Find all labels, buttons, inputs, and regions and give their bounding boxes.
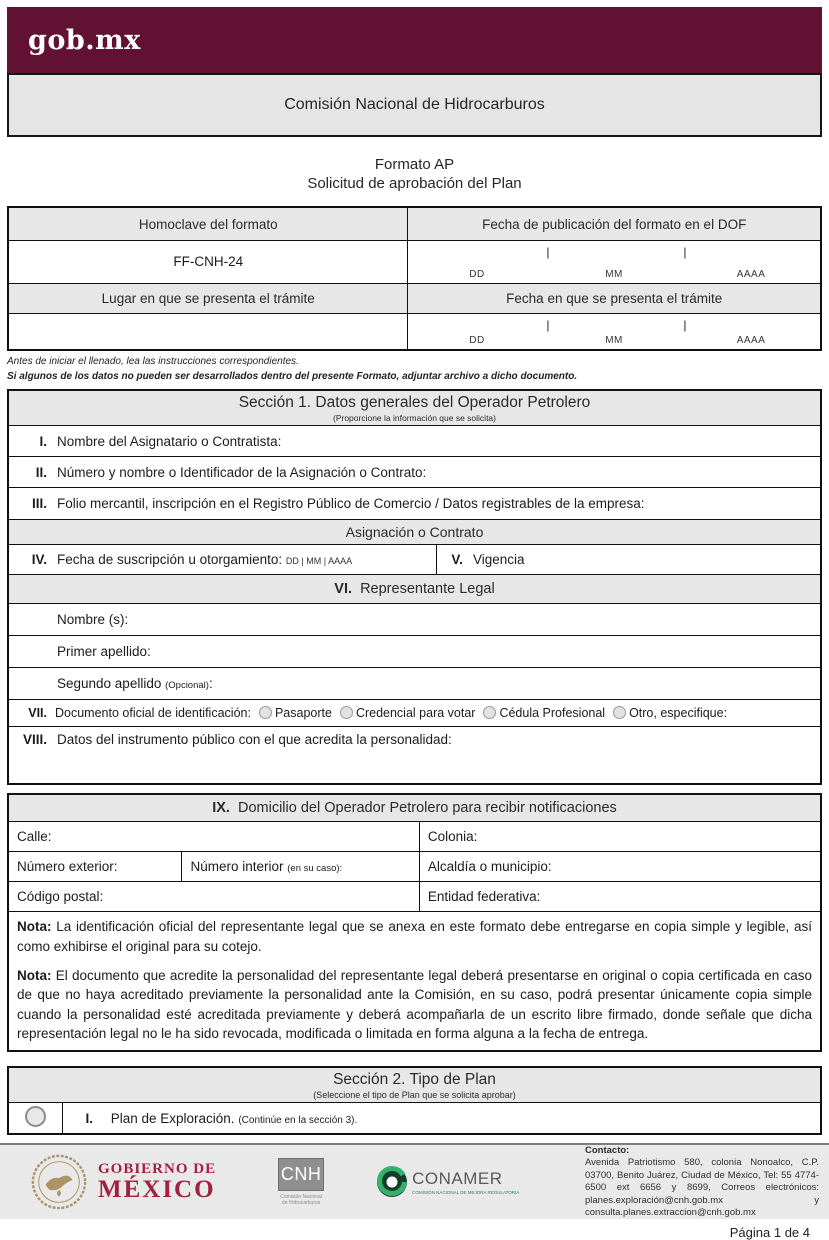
conamer-text <box>412 1169 519 1195</box>
item-number: V. <box>451 552 463 568</box>
field-hint: (en su caso): <box>287 863 343 875</box>
lugar-header: Lugar en que se presenta el trámite <box>8 283 408 313</box>
header-label: Representante Legal <box>360 581 495 598</box>
agency-name: Comisión Nacional de Hidrocarburos <box>284 96 545 113</box>
form-title-line1: Formato AP <box>374 156 455 173</box>
field-label: Primer apellido: <box>57 644 151 660</box>
form-title <box>7 155 822 193</box>
option-label: Plan de Exploración. <box>110 1110 235 1126</box>
representante-legal-header <box>8 575 821 604</box>
item-number: II. <box>35 464 47 480</box>
section1-subtitle: (Proporcione la información que se solicita) <box>333 413 496 424</box>
instruction-line2: Si algunos de los datos no pueden ser desarrollados dentro del presente Formato, adjuntar archivo a dicho documento. <box>7 371 578 383</box>
field-label: Número y nombre o Identificador de la Asignación o Contrato: <box>57 464 427 480</box>
option-plan-exploracion[interactable] <box>62 1102 821 1134</box>
field-label: Entidad federativa: <box>427 889 541 905</box>
instruction-line1: Antes de iniciar el llenado, lea las instrucciones correspondientes. <box>7 356 299 368</box>
conamer-subtitle: COMISIÓN NACIONAL DE MEJORA REGULATORIA <box>412 1190 520 1196</box>
asignacion-contrato-header: Asignación o Contrato <box>8 520 821 545</box>
item-number: I. <box>39 433 47 449</box>
pre-instructions <box>7 354 822 384</box>
homoclave-header: Homoclave del formato <box>8 207 408 240</box>
field-label: Fecha de suscripción u otorgamiento: <box>57 552 283 568</box>
header-label: Domicilio del Operador Petrolero para recibir notificaciones <box>238 800 617 817</box>
field-label: Número exterior: <box>17 859 118 875</box>
date-dd-label: DD <box>469 335 485 347</box>
section2-title: Sección 2. Tipo de Plan <box>333 1070 496 1088</box>
lugar-field[interactable] <box>8 313 408 350</box>
field-folio-mercantil[interactable] <box>8 488 821 520</box>
footer-band <box>0 1143 829 1219</box>
radio-pasaporte[interactable] <box>259 706 272 719</box>
section2-table <box>7 1066 822 1136</box>
contact-label: Contacto: <box>585 1144 630 1156</box>
field-label: Folio mercantil, inscripción en el Registro Público de Comercio / Datos registrables de la empresa: <box>57 496 645 512</box>
date-separator: | <box>546 317 550 332</box>
item-number: VI. <box>334 581 353 598</box>
item-number: I. <box>85 1110 93 1126</box>
date-separator: | <box>546 244 550 259</box>
section1-header <box>8 390 821 426</box>
conamer-name: CONAMER <box>412 1169 503 1189</box>
date-separator: | <box>683 244 687 259</box>
nota-label: Nota: <box>17 967 52 983</box>
nota-1-text: La identificación oficial del representante legal que se anexa en este formato debe entregarse en copia simple y legible, así como exhibirse el original para su cotejo. <box>17 919 812 954</box>
gobmx-logo: gob.mx <box>28 24 141 56</box>
fecha-presenta-header: Fecha en que se presenta el trámite <box>408 283 821 313</box>
field-nombre-asignatario[interactable] <box>8 426 821 457</box>
nota-2-text: El documento que acredite la personalidad del representante legal deberá presentarse en original o copia certificada en caso de que no haya acreditado previamente la personalidad ante la Comisión, en su caso, podrá presentar únicamente copia simple cuando la personalidad esté acreditada previamente y deberá acompañarla de un escrito libre firmado, donde señale que dicha representación legal no le ha sido revocada, modificada o limitada en forma alguna a la fecha de entrega. <box>17 967 812 1042</box>
field-instrumento-publico[interactable] <box>8 727 821 784</box>
colon: : <box>208 676 213 692</box>
item-number: IX. <box>212 800 230 817</box>
dof-date-header: Fecha de publicación del formato en el DOF <box>408 207 821 240</box>
radio-plan-exploracion[interactable] <box>25 1106 46 1127</box>
domicilio-table <box>7 793 822 1052</box>
date-aaaa-label: AAAA <box>736 335 766 347</box>
field-label: Documento oficial de identificación: <box>55 706 251 721</box>
section1-table <box>7 389 822 785</box>
radio-label-otro: Otro, especifique: <box>629 706 728 721</box>
field-numero-exterior[interactable] <box>8 852 182 882</box>
homoclave-value: FF-CNH-24 <box>8 240 408 283</box>
field-documento-identificacion <box>8 700 821 727</box>
fecha-presenta-field[interactable] <box>408 313 821 350</box>
field-primer-apellido[interactable] <box>8 636 821 668</box>
item-number: VII. <box>28 706 47 721</box>
gobmx-header-bar <box>7 7 822 73</box>
section1-title: Sección 1. Datos generales del Operador Petrolero <box>238 394 591 412</box>
cnh-sub-line2: de Hidrocarburos <box>281 1200 321 1207</box>
field-label: Vigencia <box>472 552 525 568</box>
cnh-sub-line1: Comisión Nacional <box>280 1193 322 1200</box>
option-hint: (Continúe en la sección 3). <box>238 1114 358 1126</box>
date-dd-label: DD <box>469 268 485 280</box>
cnh-logo-box: CNH <box>278 1158 324 1191</box>
cnh-logo <box>278 1158 324 1208</box>
field-label: Colonia: <box>427 829 478 845</box>
gobierno-de-mexico-logo <box>98 1162 216 1203</box>
radio-credencial[interactable] <box>340 706 353 719</box>
form-title-line2: Solicitud de aprobación del Plan <box>307 175 522 193</box>
radio-label-pasaporte: Pasaporte <box>274 706 332 721</box>
radio-label-cedula: Cédula Profesional <box>499 706 606 721</box>
date-mm-label: MM <box>605 335 623 347</box>
field-segundo-apellido[interactable] <box>8 668 821 700</box>
notes-block <box>8 912 821 1051</box>
dof-date-field[interactable] <box>408 240 821 283</box>
field-label: Número interior <box>190 859 284 875</box>
field-label: Datos del instrumento público con el que acredita la personalidad: <box>57 732 452 748</box>
field-numero-asignacion[interactable] <box>8 457 821 488</box>
field-vigencia[interactable] <box>436 545 821 575</box>
field-codigo-postal[interactable] <box>8 882 419 912</box>
field-colonia[interactable] <box>419 822 821 852</box>
nota-2 <box>17 966 812 1044</box>
section2-subtitle: (Seleccione el tipo de Plan que se solicita aprobar) <box>313 1089 516 1100</box>
item-number: III. <box>31 496 47 512</box>
page-number: Página 1 de 4 <box>729 1225 810 1240</box>
field-alcaldia[interactable] <box>419 852 821 882</box>
item-number: IV. <box>31 552 47 568</box>
section2-header <box>8 1067 821 1103</box>
field-nombre[interactable] <box>8 604 821 636</box>
agency-band <box>7 73 822 137</box>
conamer-icon <box>376 1166 408 1198</box>
contact-block <box>585 1145 819 1220</box>
radio-plan-exploracion-cell <box>8 1102 62 1134</box>
field-label: Alcaldía o municipio: <box>427 859 552 875</box>
date-mm-label: MM <box>605 268 623 280</box>
radio-label-credencial: Credencial para votar <box>355 706 476 721</box>
field-label: Nombre (s): <box>57 612 129 628</box>
date-aaaa-label: AAAA <box>736 268 766 280</box>
nota-1 <box>17 917 812 956</box>
optional-hint: (Opcional) <box>165 680 209 692</box>
radio-cedula[interactable] <box>483 706 496 719</box>
field-numero-interior[interactable] <box>182 852 419 882</box>
field-label: Segundo apellido <box>57 676 162 692</box>
gobierno-line1: GOBIERNO DE <box>98 1160 217 1177</box>
gobierno-line2: MÉXICO <box>98 1176 216 1204</box>
field-fecha-suscripcion[interactable] <box>8 545 436 575</box>
contact-body: Avenida Patriotismo 580, colonia Nonoalco, C.P. 03700, Benito Juárez, Ciudad de México, Tel: 55 4774-6500 ext 6656 y 8699, Correos electrónicos: planes.exploración@cnh.gob.mx y consulta.planes.extraccion@cnh.gob.mx <box>585 1157 819 1219</box>
field-label: Calle: <box>17 829 52 845</box>
field-label: Nombre del Asignatario o Contratista: <box>57 433 282 449</box>
mexico-seal-icon <box>30 1153 88 1211</box>
field-label: Código postal: <box>17 889 104 905</box>
format-info-table <box>7 206 822 351</box>
cnh-logo-subtitle <box>278 1194 324 1208</box>
item-number: VIII. <box>22 732 47 748</box>
radio-otro[interactable] <box>613 706 626 719</box>
field-entidad-federativa[interactable] <box>419 882 821 912</box>
conamer-logo <box>376 1166 519 1198</box>
field-calle[interactable] <box>8 822 419 852</box>
date-format-hint: DD | MM | AAAA <box>285 556 353 567</box>
domicilio-header <box>8 794 821 822</box>
date-separator: | <box>683 317 687 332</box>
nota-label: Nota: <box>17 919 52 935</box>
